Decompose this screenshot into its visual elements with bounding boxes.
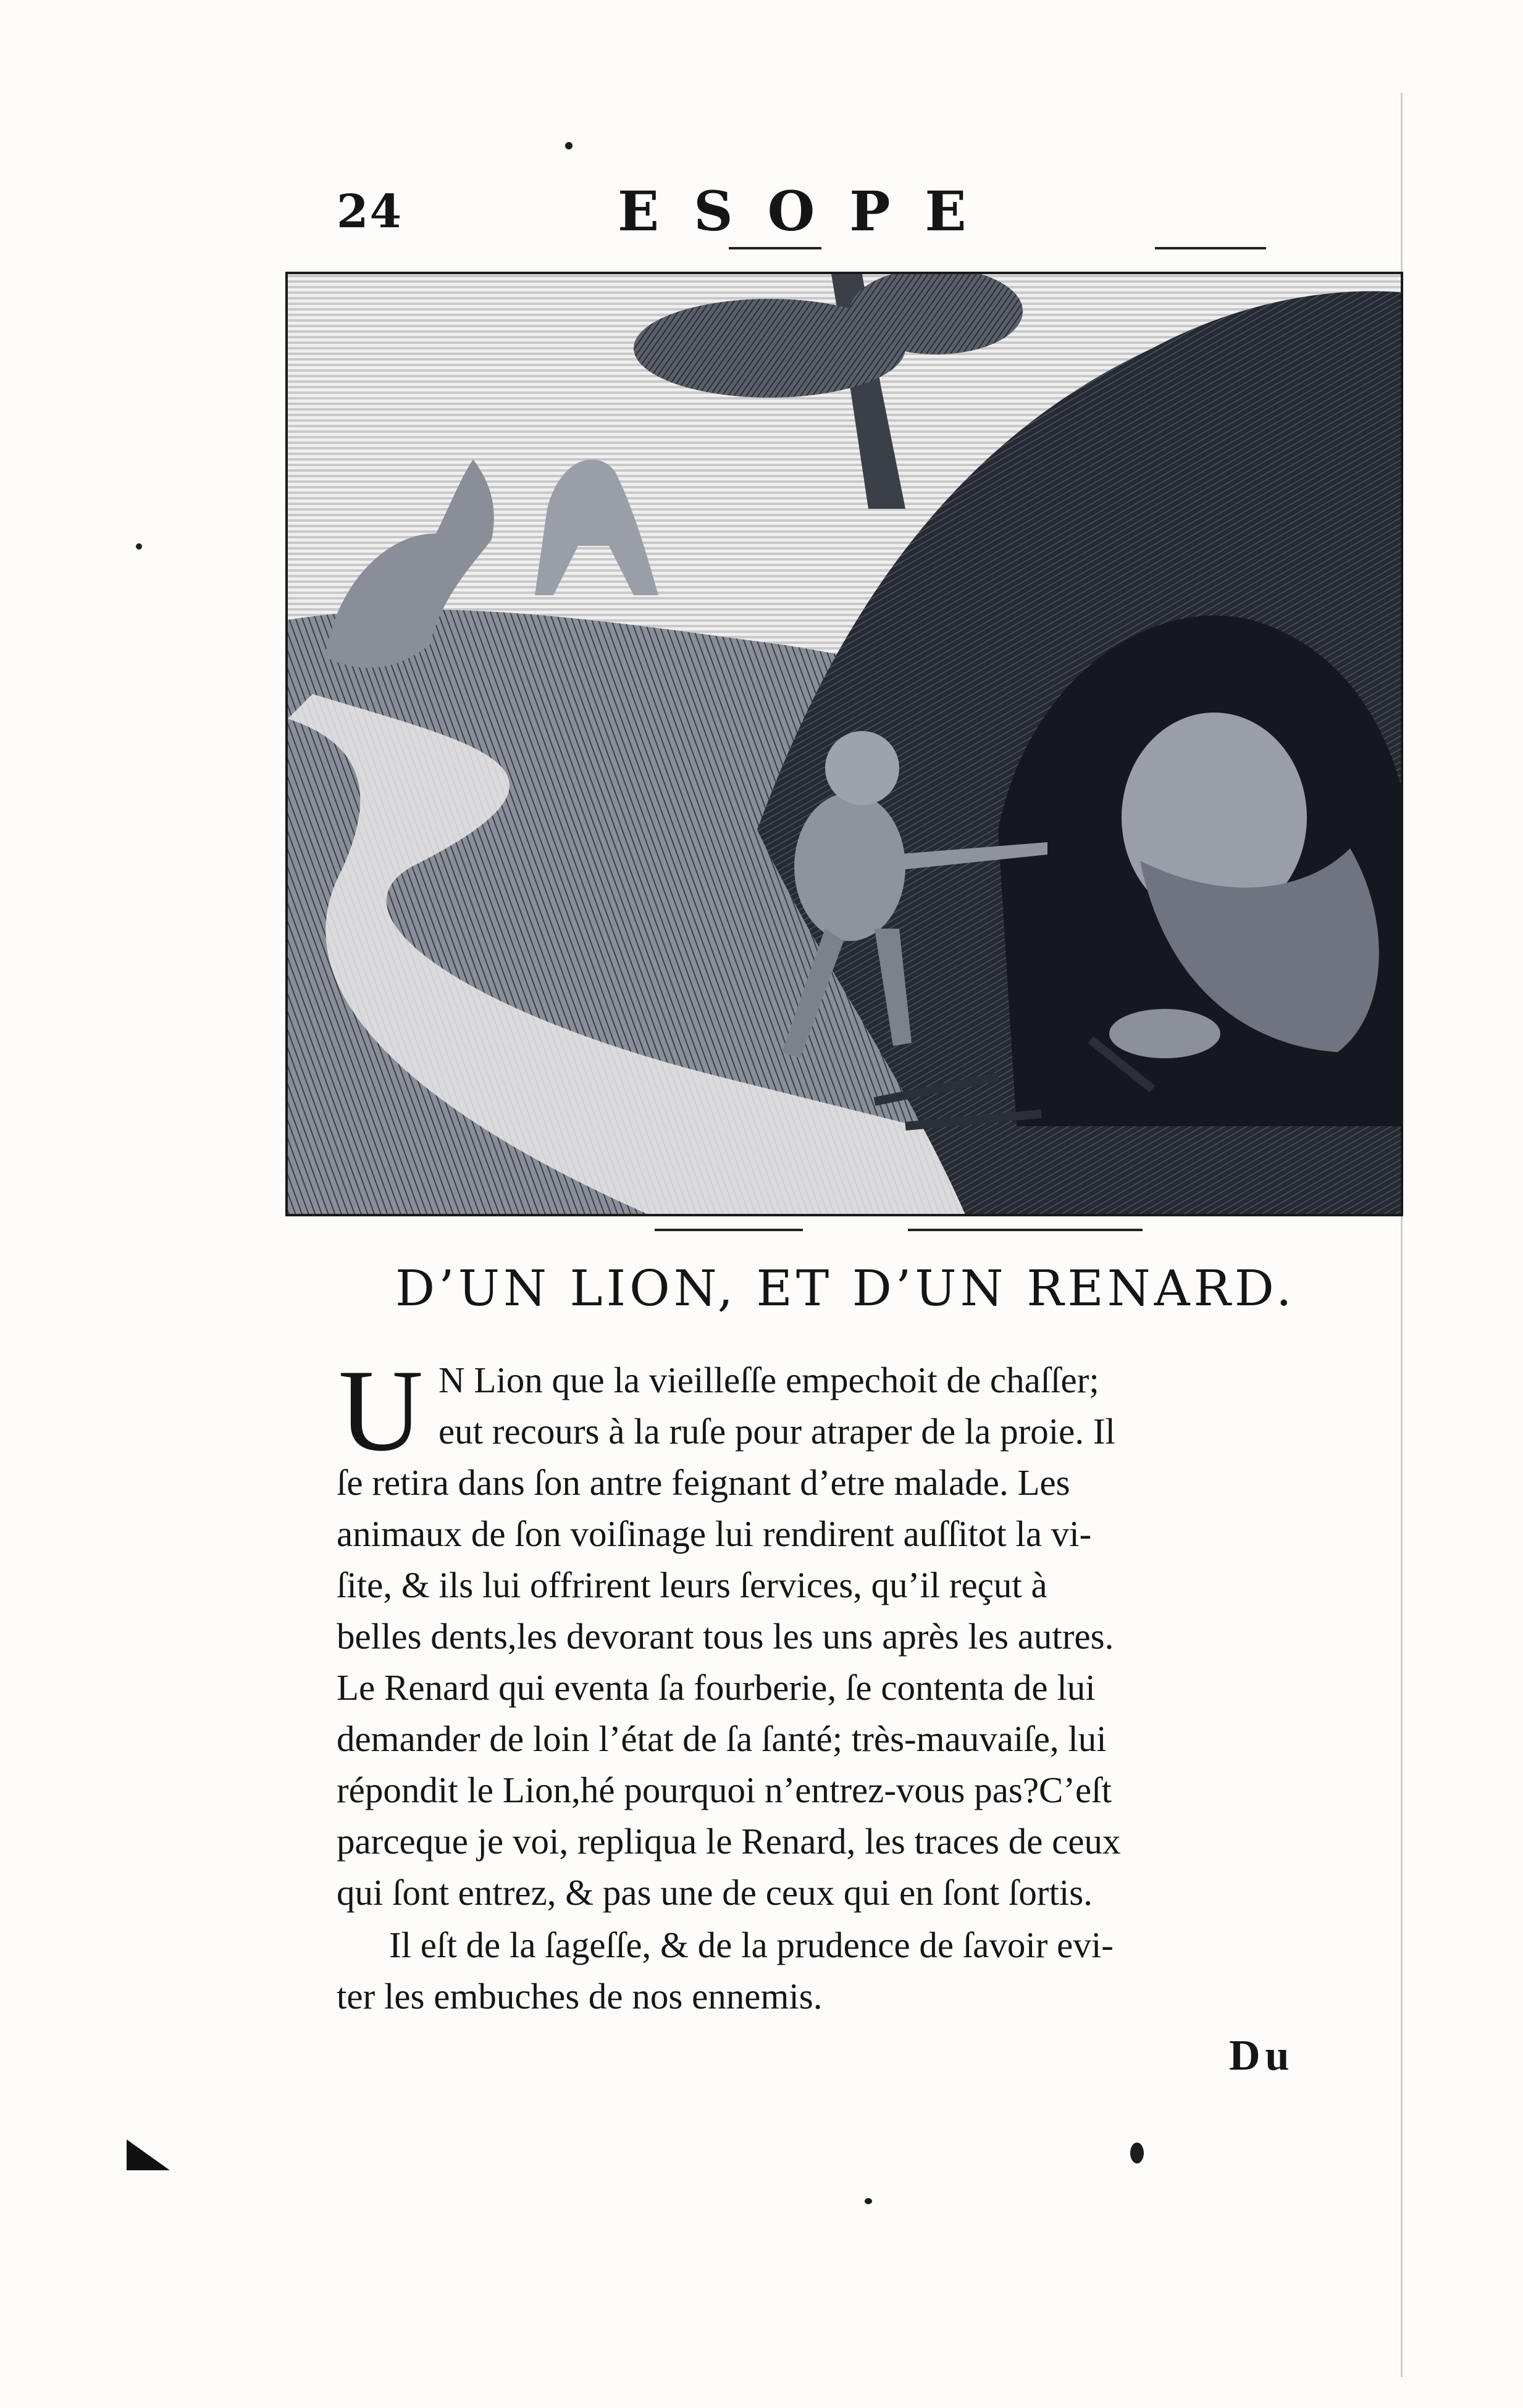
fable-title-part3: ET D’UN bbox=[756, 1260, 1007, 1317]
body-line: eut recours à la ruſe pour atraper de la proie. Il bbox=[438, 1411, 1115, 1452]
body-line: demander de loin l’état de ſa ſanté; très-mauvaiſe, lui bbox=[337, 1718, 1107, 1759]
body-line: belles dents,les devorant tous les uns après les autres. bbox=[337, 1616, 1114, 1657]
drop-cap: U bbox=[338, 1346, 424, 1476]
monkey-body bbox=[794, 793, 905, 941]
body-line: qui ſont entrez, & pas une de ceux qui en ſont ſortis. bbox=[337, 1872, 1093, 1913]
page-number: 24 bbox=[337, 185, 403, 238]
body-line: N Lion que la vieilleſſe empechoit de chaſſer; bbox=[438, 1360, 1099, 1400]
lion-paw bbox=[1109, 1009, 1220, 1058]
catchword: Du bbox=[1229, 2032, 1294, 2080]
plate-rule-right bbox=[908, 1229, 1143, 1231]
header-rule bbox=[729, 247, 821, 249]
ink-speck bbox=[565, 142, 573, 149]
moral-line: ter les embuches de nos ennemis. bbox=[337, 1976, 823, 2017]
body-line: ſite, & ils lui offrirent leurs ſervices, qu’il reçut à bbox=[337, 1565, 1047, 1605]
body-line: répondit le Lion,hé pourquoi n’entrez-vous pas?C’eſt bbox=[337, 1770, 1112, 1810]
header-rule-right bbox=[1155, 247, 1266, 249]
body-line: parceque je voi, repliqua le Renard, les traces de ceux bbox=[337, 1821, 1121, 1862]
body-line: Le Renard qui eventa ſa fourberie, ſe contenta de lui bbox=[337, 1667, 1096, 1708]
body-line: animaux de ſon voiſinage lui rendirent auſſitot la vi- bbox=[337, 1513, 1092, 1554]
ink-speck bbox=[865, 2198, 872, 2204]
ink-speck bbox=[136, 543, 142, 550]
fable-title-part1: D’UN bbox=[395, 1260, 550, 1317]
body-line: ſe retira dans ſon antre feignant d’etre malade. Les bbox=[337, 1462, 1070, 1503]
ink-speck bbox=[1130, 2143, 1144, 2163]
fable-title bbox=[395, 1260, 1322, 1317]
running-title: ESOPE bbox=[618, 179, 1001, 243]
moral-line: Il eſt de la ſageſſe, & de la prudence de ſavoir evi- bbox=[389, 1925, 1114, 1965]
engraving-drawing bbox=[288, 274, 1403, 1216]
monkey-head bbox=[825, 731, 899, 805]
small-monkey-figure bbox=[535, 459, 658, 595]
plate-rule-left bbox=[655, 1229, 803, 1231]
engraving-illustration bbox=[285, 272, 1403, 1216]
fable-title-part4: RENARD. bbox=[1026, 1260, 1296, 1317]
margin-mark bbox=[127, 2139, 170, 2170]
fable-title-part2: LION, bbox=[569, 1260, 737, 1317]
